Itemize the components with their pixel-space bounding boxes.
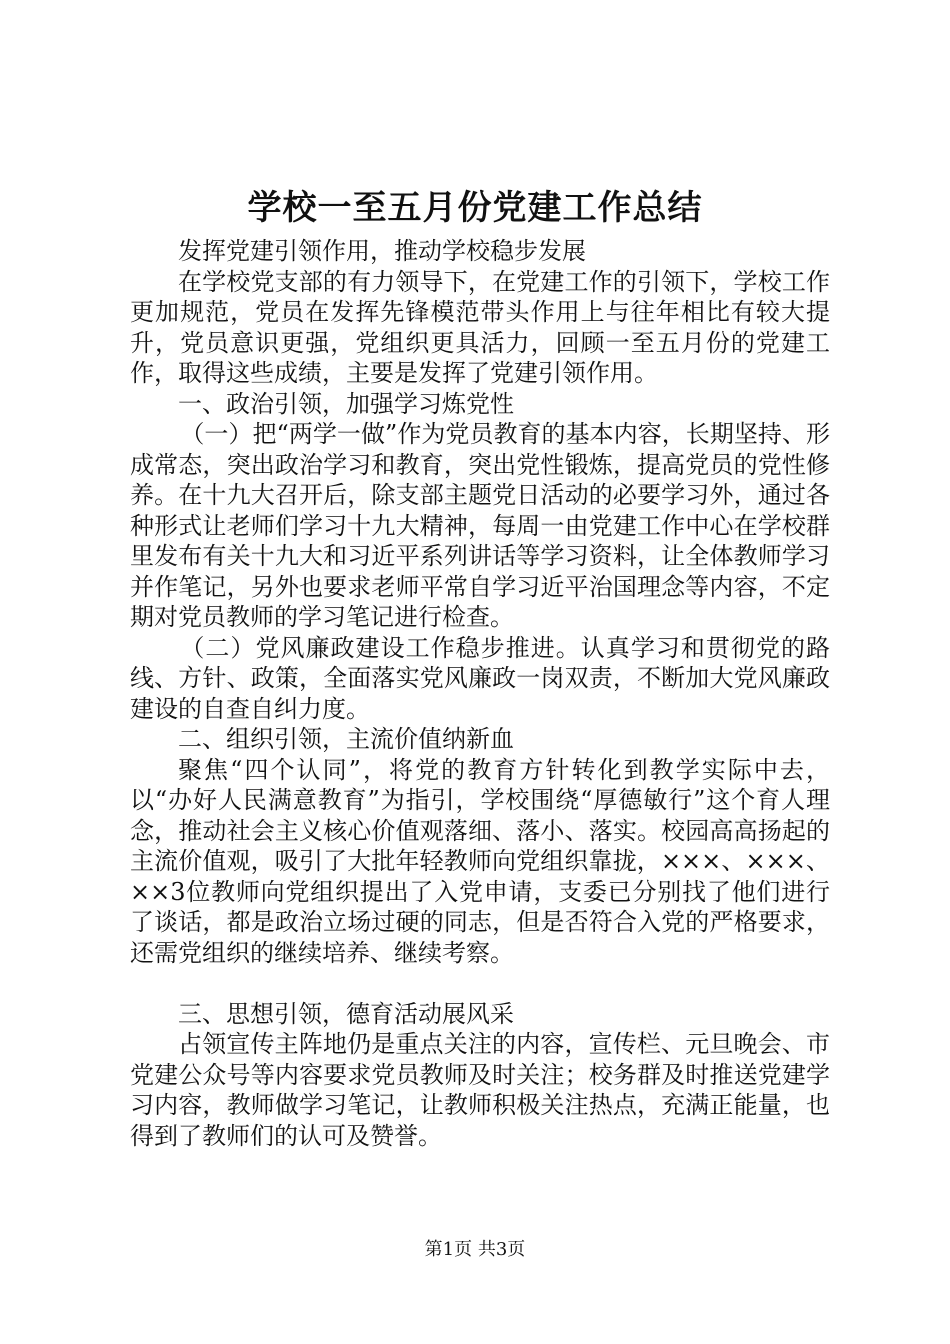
section-3-paragraph: 占领宣传主阵地仍是重点关注的内容，宣传栏、元旦晚会、市党建公众号等内容要求党员教师及时关注；校务群及时推送党建学习内容，教师做学习笔记，让教师积极关注热点，充满正能量，也得到了教师们的认可及赞誉。: [130, 1030, 830, 1150]
intro-paragraph: 在学校党支部的有力领导下，在党建工作的引领下，学校工作更加规范，党员在发挥先锋模范带头作用上与往年相比有较大提升，党员意识更强，党组织更具活力，回顾一至五月份的党建工作，取得这些成绩，主要是发挥了党建引领作用。: [130, 267, 830, 387]
section-heading-1: 一、政治引领，加强学习炼党性: [178, 389, 514, 418]
section-heading-3: 三、思想引领，德育活动展风采: [178, 999, 514, 1028]
section-heading-2: 二、组织引领，主流价值纳新血: [178, 725, 514, 753]
page-footer: 第1页 共3页: [424, 1239, 526, 1260]
section-1-paragraph-1: （一）把“两学一做”作为党员教育的基本内容，长期坚持、形成常态，突出政治学习和教育，突出党性锻炼，提高党员的党性修养。在十九大召开后，除支部主题党日活动的必要学习外，通过各种形式让老师们学习十九大精神，每周一由党建工作中心在学校群里发布有关十九大和习近平系列讲话等学习资料，让全体教师学习并作笔记，另外也要求老师平常自学习近平治国理念等内容，不定期对党员教师的学习笔记进行检查。: [130, 420, 830, 631]
paragraph-gap: [130, 968, 830, 999]
subtitle-heading: 发挥党建引领作用，推动学校稳步发展: [178, 237, 586, 265]
document-body: [130, 236, 830, 1151]
section-1-paragraph-2: （二）党风廉政建设工作稳步推进。认真学习和贯彻党的路线、方针、政策，全面落实党风廉政一岗双责，不断加大党风廉政建设的自查自纠力度。: [130, 633, 830, 723]
section-2-paragraph: 聚焦“四个认同”，将党的教育方针转化到教学实际中去，以“办好人民满意教育”为指引，学校围绕“厚德敏行”这个育人理念，推动社会主义核心价值观落细、落小、落实。校园高高扬起的主流价值观，吸引了大批年轻教师向党组织靠拢，×××、×××、××3位教师向党组织提出了入党申请，支委已分别找了他们进行了谈话，都是政治立场过硬的同志，但是否符合入党的严格要求，还需党组织的继续培养、继续考察。: [130, 755, 830, 967]
document-title: 学校一至五月份党建工作总结: [247, 188, 703, 228]
